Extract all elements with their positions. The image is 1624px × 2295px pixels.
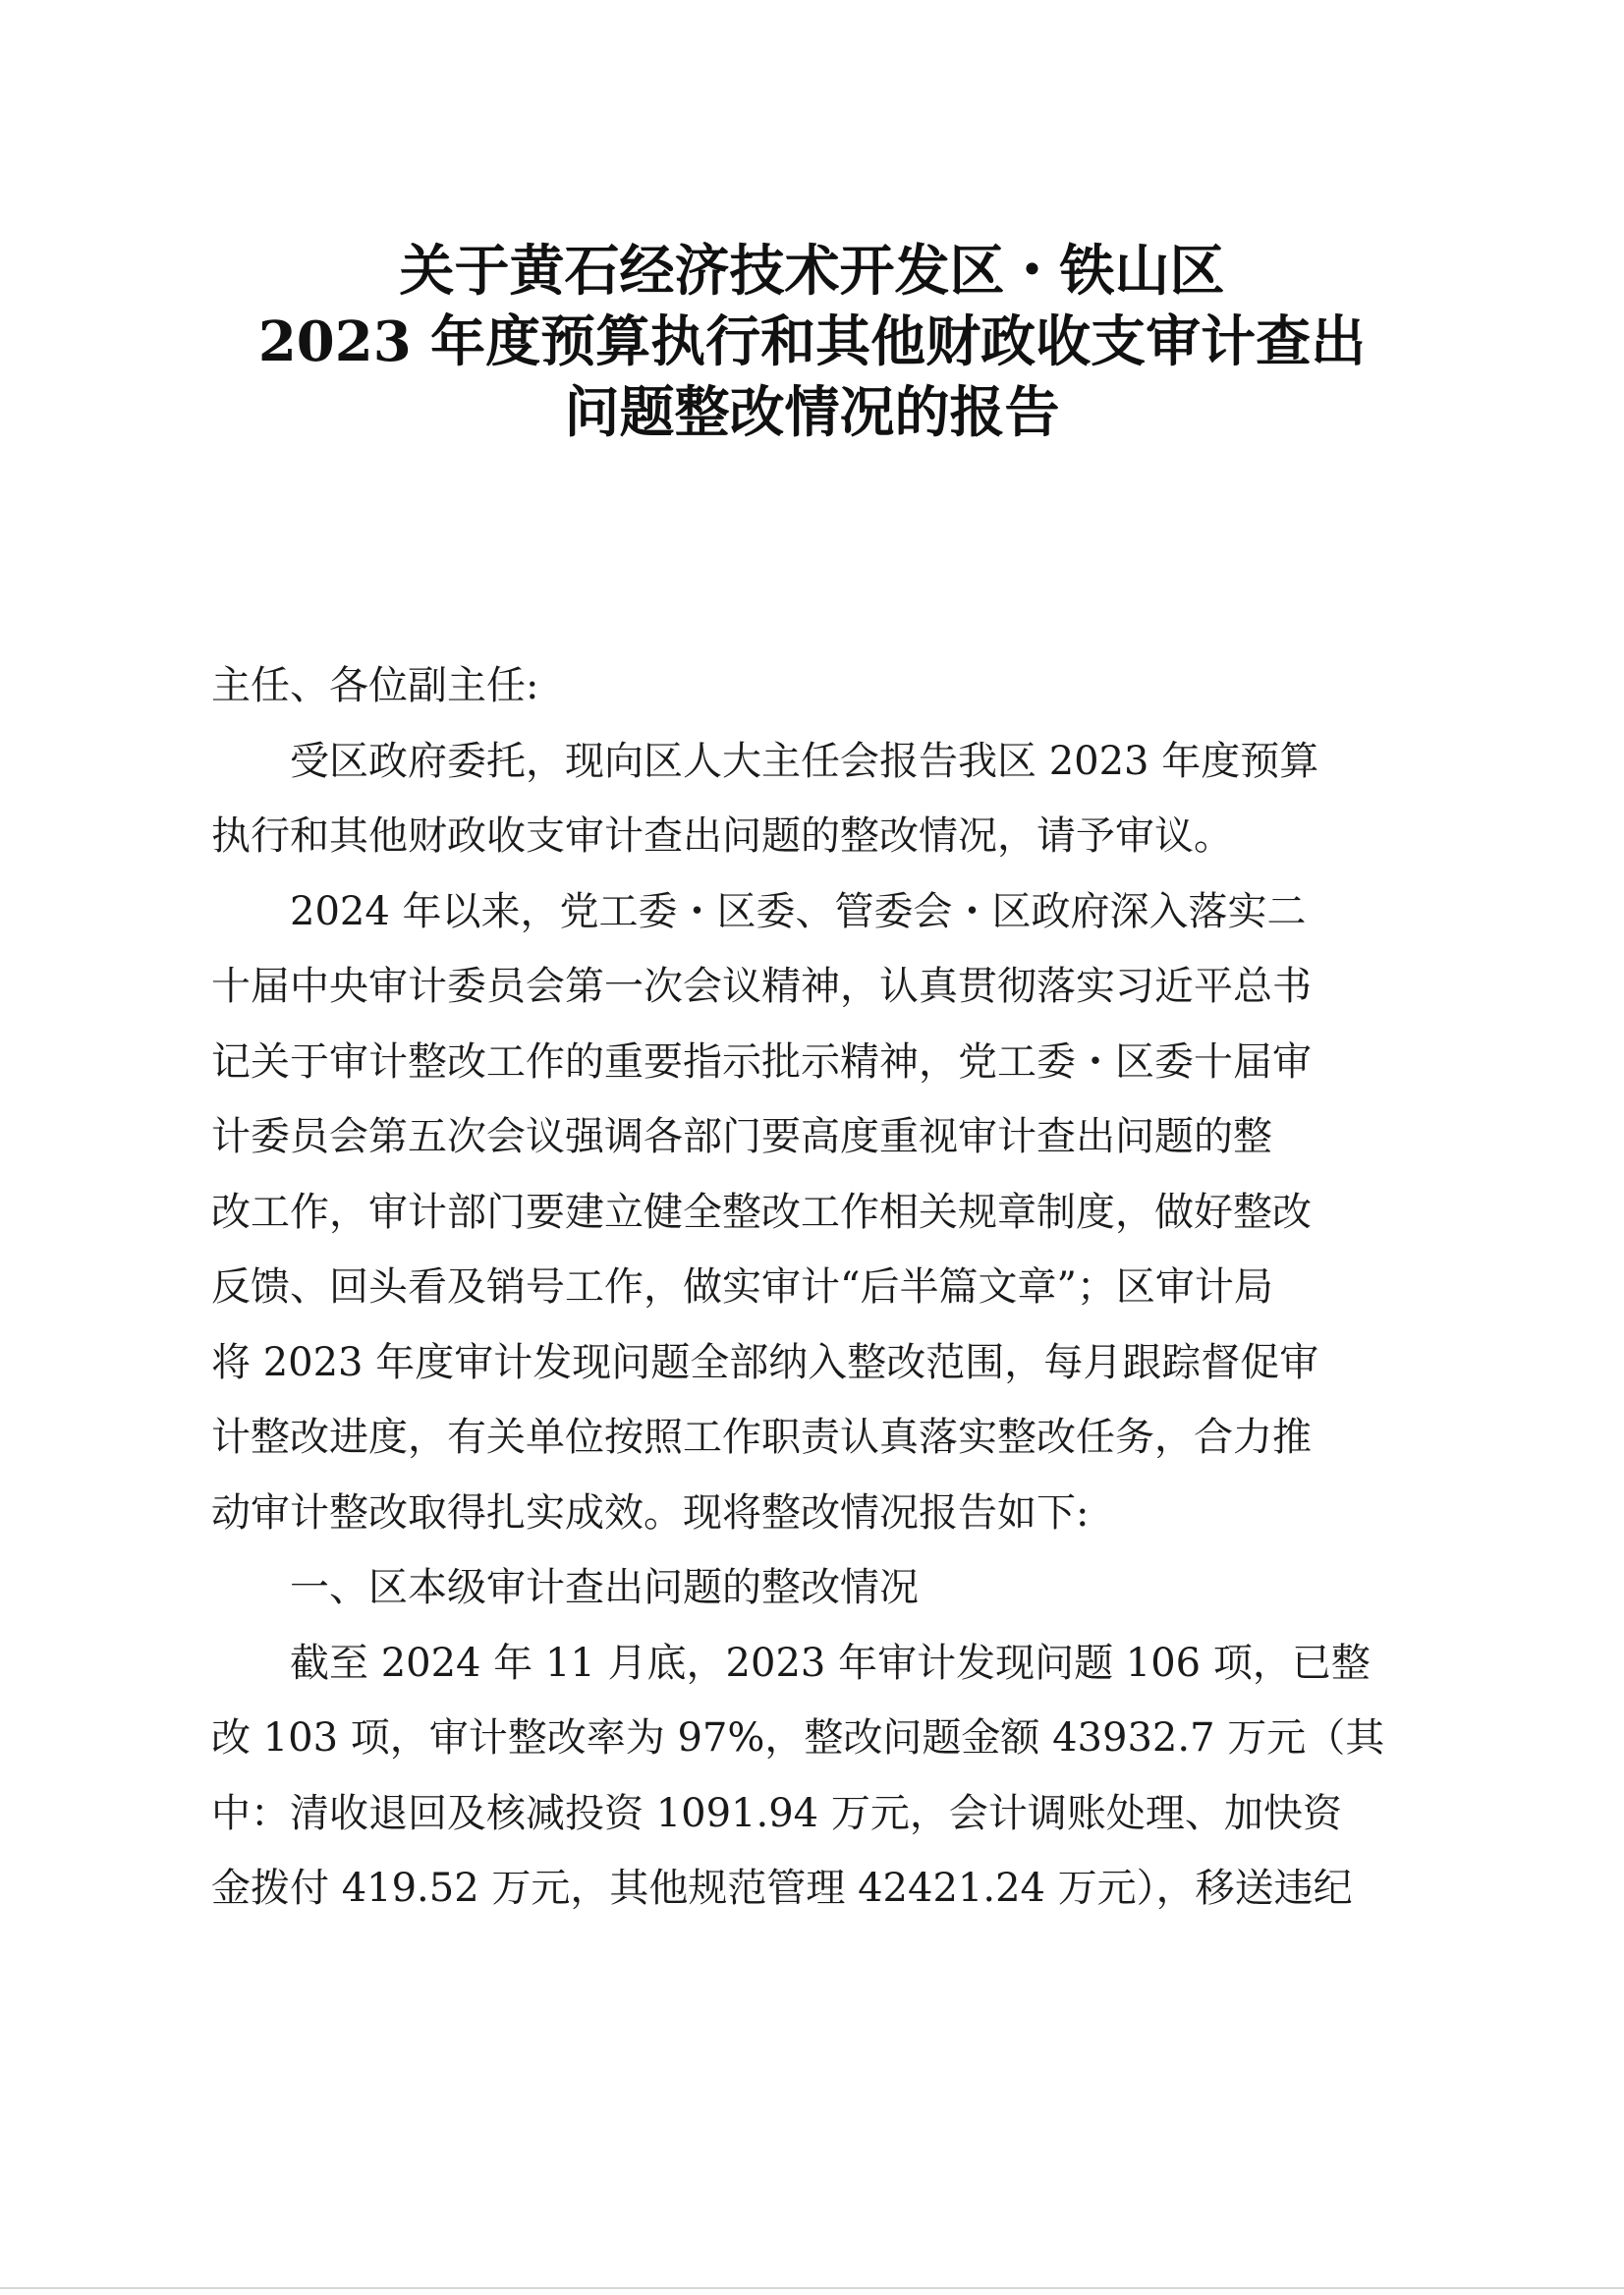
document-title [147,236,1477,448]
paragraph-2-line: 计整改进度，有关单位按照工作职责认真落实整改任务，合力推 [211,1415,1312,1460]
paragraph-2-line: 反馈、回头看及销号工作，做实审计“后半篇文章”；区审计局 [211,1264,1273,1310]
title-line-1: 关于黄石经济技术开发区・铁山区 [399,239,1225,304]
paragraph-2-line: 记关于审计整改工作的重要指示批示精神，党工委・区委十届审 [211,1038,1312,1085]
paragraph-3-line: 中：清收退回及核减投资 1091.94 万元，会计调账处理、加快资 [211,1790,1342,1836]
scan-edge-line [0,2287,1624,2289]
paragraph-2-line: 计委员会第五次会议强调各部门要高度重视审计查出问题的整 [211,1114,1272,1159]
paragraph-1-line: 执行和其他财政收支审计查出问题的整改情况，请予审议。 [211,813,1233,859]
document-body [211,648,1425,1927]
title-line-3: 问题整改情况的报告 [564,380,1060,445]
paragraph-2-line: 改工作，审计部门要建立健全整改工作相关规章制度，做好整改 [211,1189,1312,1235]
paragraph-3-line: 截至 2024 年 11 月底，2023 年审计发现问题 106 项，已整 [290,1640,1371,1686]
paragraph-2-line: 将 2023 年度审计发现问题全部纳入整改范围，每月跟踪督促审 [211,1339,1319,1385]
salutation: 主任、各位副主任: [211,663,539,708]
paragraph-2-line: 2024 年以来，党工委・区委、管委会・区政府深入落实二 [290,888,1307,934]
paragraph-3-line: 改 103 项，审计整改率为 97%，整改问题金额 43932.7 万元（其 [211,1715,1385,1761]
title-line-2: 2023 年度预算执行和其他财政收支审计查出 [257,309,1367,374]
section-heading: 一、区本级审计查出问题的整改情况 [290,1565,919,1610]
paragraph-3-line: 金拨付 419.52 万元，其他规范管理 42421.24 万元），移送违纪 [211,1866,1353,1911]
paragraph-2-line: 动审计整改取得扎实成效。现将整改情况报告如下: [211,1489,1090,1536]
paragraph-1-line: 受区政府委托，现向区人大主任会报告我区 2023 年度预算 [290,738,1319,784]
paragraph-2-line: 十届中央审计委员会第一次会议精神，认真贯彻落实习近平总书 [211,964,1312,1009]
